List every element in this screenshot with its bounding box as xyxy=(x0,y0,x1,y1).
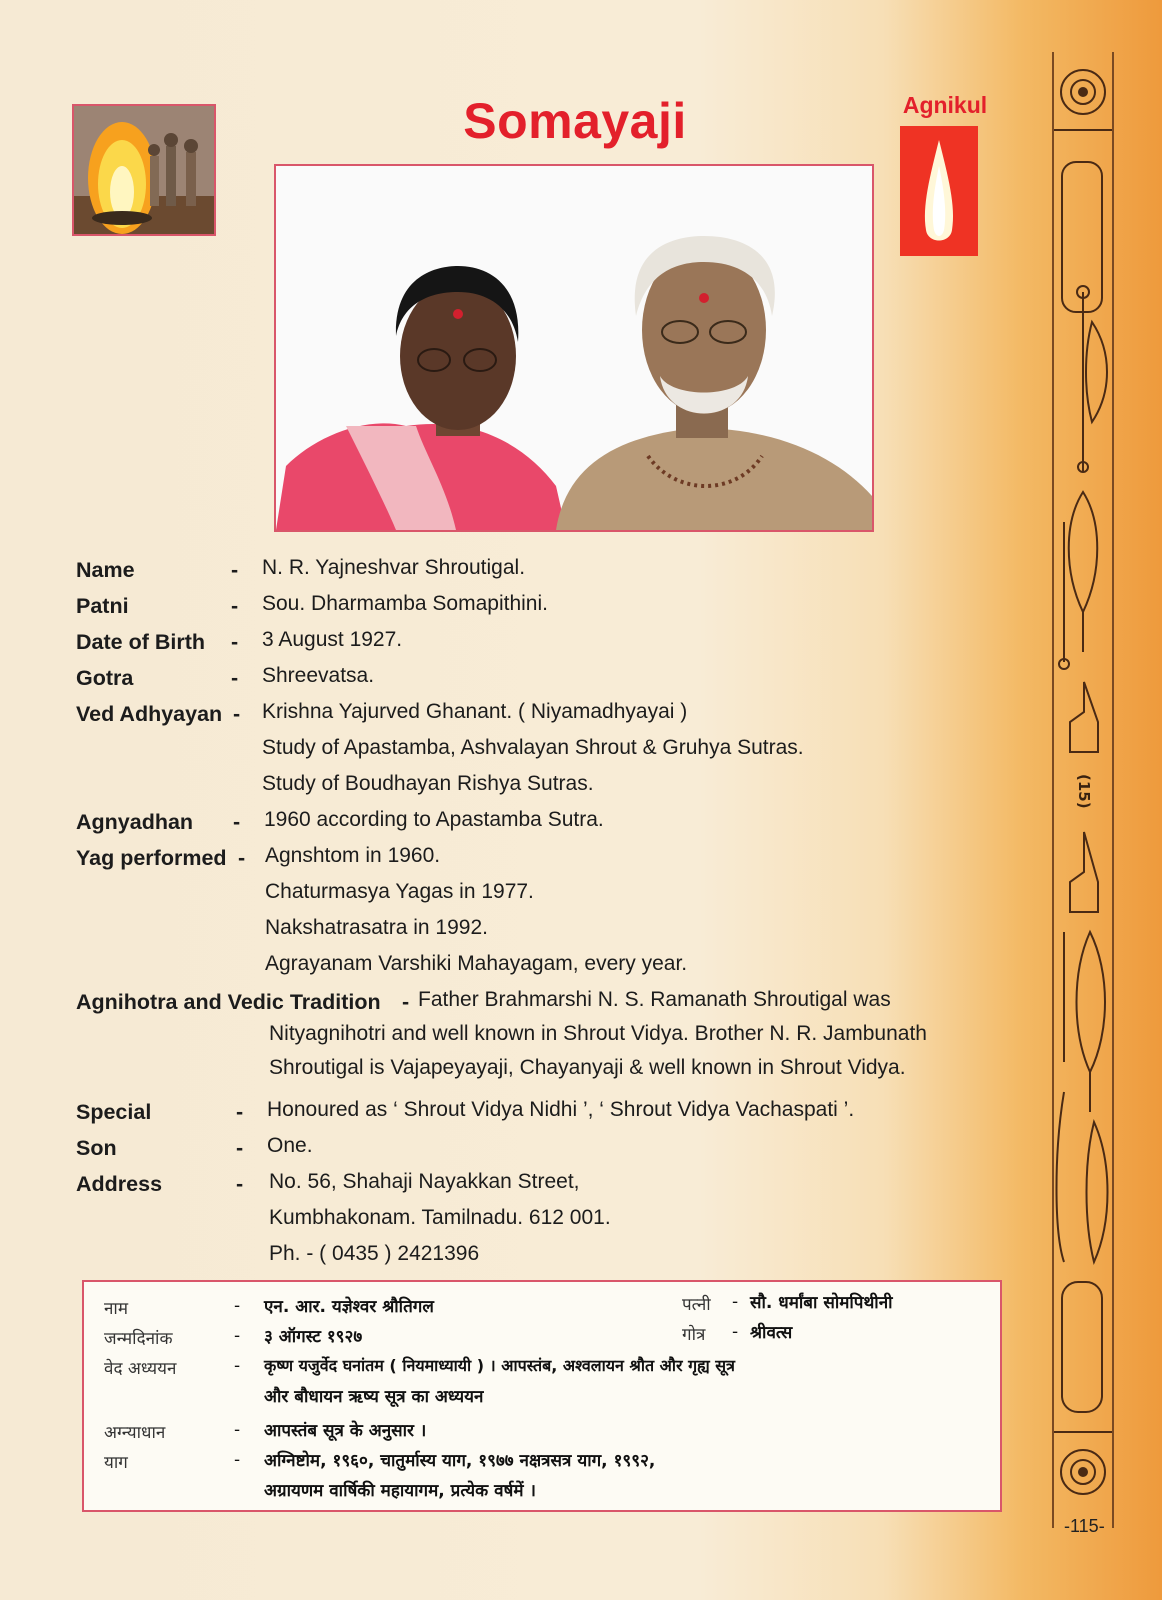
hindi-yag-label: याग xyxy=(104,1453,128,1473)
dob-label: Date of Birth xyxy=(76,630,205,654)
agnihotra-dash: - xyxy=(402,990,410,1014)
agnihotra-line: Nityagnihotri and well known in Shrout Vidya. Brother N. R. Jambunath xyxy=(269,1022,927,1045)
agnyadhan-dash: - xyxy=(233,810,241,834)
agnikul-label: Agnikul xyxy=(902,92,988,118)
details-section xyxy=(76,556,1036,1278)
hindi-gotra-value: श्रीवत्स xyxy=(750,1323,793,1343)
yag-performed-dash: - xyxy=(238,846,246,870)
address-line: Ph. - ( 0435 ) 2421396 xyxy=(269,1242,480,1265)
address-label: Address xyxy=(76,1172,163,1196)
hindi-gotra-label: गोत्र xyxy=(682,1325,706,1345)
page-title: Somayaji xyxy=(463,93,687,149)
field-address xyxy=(76,1170,1036,1278)
dob-dash: - xyxy=(231,630,239,654)
name-label: Name xyxy=(76,558,135,582)
ved-adhyayan-line: Krishna Yajurved Ghanant. ( Niyamadhyayai ) xyxy=(262,700,688,723)
ved-adhyayan-line: Study of Apastamba, Ashvalayan Shrout & Gruhya Sutras. xyxy=(262,736,804,759)
hindi-gotra-dash: - xyxy=(732,1322,739,1342)
hindi-agnyadhan-dash: - xyxy=(234,1420,241,1440)
son-value: One. xyxy=(267,1134,313,1157)
field-ved-adhyayan xyxy=(76,700,1036,808)
field-yag-performed xyxy=(76,844,1036,988)
ved-adhyayan-dash: - xyxy=(233,702,241,726)
special-dash: - xyxy=(236,1100,244,1124)
hindi-patni-label: पत्नी xyxy=(682,1295,711,1315)
hindi-naam-dash: - xyxy=(234,1296,241,1316)
patni-dash: - xyxy=(231,594,239,618)
agnihotra-label: Agnihotra and Vedic Tradition xyxy=(76,990,381,1014)
field-dob xyxy=(76,628,1036,664)
hindi-ved-adhyayan-line: और बौधायन ऋष्य सूत्र का अध्ययन xyxy=(264,1387,484,1407)
field-special xyxy=(76,1098,1036,1134)
gotra-label: Gotra xyxy=(76,666,134,690)
ved-adhyayan-line: Study of Boudhayan Rishya Sutras. xyxy=(262,772,594,795)
agnihotra-line: Father Brahmarshi N. S. Ramanath Shroutigal was xyxy=(418,988,891,1011)
hindi-naam-label: नाम xyxy=(104,1299,129,1319)
field-patni xyxy=(76,592,1036,628)
special-label: Special xyxy=(76,1100,152,1124)
hindi-yag-line: अग्निष्टोम, १९६०, चातुर्मास्य याग, १९७७ नक्षत्रसत्र याग, १९९२, xyxy=(264,1451,656,1471)
yag-performed-line: Nakshatrasatra in 1992. xyxy=(265,916,488,939)
page-number: -115- xyxy=(1064,1516,1105,1536)
yag-performed-line: Chaturmasya Yagas in 1977. xyxy=(265,880,534,903)
special-value: Honoured as ‘ Shrout Vidya Nidhi ’, ‘ Shrout Vidya Vachaspati ’. xyxy=(267,1098,855,1121)
yag-performed-label: Yag performed xyxy=(76,846,227,870)
hindi-agnyadhan-label: अग्न्याधान xyxy=(104,1423,166,1443)
hindi-janmadinank-value: ३ ऑगस्ट १९२७ xyxy=(264,1327,363,1347)
havan-fire-image xyxy=(72,104,216,236)
address-dash: - xyxy=(236,1172,244,1196)
yag-performed-line: Agnshtom in 1960. xyxy=(265,844,441,867)
decorative-border-strip xyxy=(1052,52,1114,1528)
portrait-photo xyxy=(274,164,874,532)
gotra-dash: - xyxy=(231,666,239,690)
dob-value: 3 August 1927. xyxy=(262,628,403,651)
border-strip-label: (15) xyxy=(1075,774,1093,809)
hindi-patni-dash: - xyxy=(732,1292,739,1312)
agnihotra-line: Shroutigal is Vajapeyayaji, Chayanyaji & well known in Shrout Vidya. xyxy=(269,1056,906,1079)
name-dash: - xyxy=(231,558,239,582)
address-line: Kumbhakonam. Tamilnadu. 612 001. xyxy=(269,1206,611,1229)
agnyadhan-label: Agnyadhan xyxy=(76,810,194,834)
hindi-yag-dash: - xyxy=(234,1450,241,1470)
ved-adhyayan-label: Ved Adhyayan xyxy=(76,702,223,726)
patni-value: Sou. Dharmamba Somapithini. xyxy=(262,592,548,615)
agnyadhan-value: 1960 according to Apastamba Sutra. xyxy=(264,808,604,831)
flame-icon xyxy=(900,126,978,256)
field-name xyxy=(76,556,1036,592)
hindi-yag-line: अग्रायणम वार्षिकी महायागम, प्रत्येक वर्षमें । xyxy=(264,1481,536,1501)
hindi-patni-value: सौ. धर्मांबा सोमपिथीनी xyxy=(750,1293,893,1313)
patni-label: Patni xyxy=(76,594,129,618)
hindi-summary-box xyxy=(82,1280,1002,1512)
hindi-ved-adhyayan-label: वेद अध्ययन xyxy=(104,1359,177,1379)
hindi-naam-value: एन. आर. यज्ञेश्वर श्रौतिगल xyxy=(264,1297,434,1317)
son-label: Son xyxy=(76,1136,117,1160)
hindi-ved-adhyayan-line: कृष्ण यजुर्वेद घनांतम ( नियमाध्यायी ) । आपस्तंब, अश्वलायन श्रौत और गृह्य सूत्र xyxy=(264,1356,735,1375)
name-value: N. R. Yajneshvar Shroutigal. xyxy=(262,556,526,579)
hindi-janmadinank-label: जन्मदिनांक xyxy=(104,1329,173,1349)
son-dash: - xyxy=(236,1136,244,1160)
field-agnihotra-tradition xyxy=(76,988,1036,1098)
address-line: No. 56, Shahaji Nayakkan Street, xyxy=(269,1170,580,1193)
yag-performed-line: Agrayanam Varshiki Mahayagam, every year. xyxy=(265,952,688,975)
hindi-agnyadhan-value: आपस्तंब सूत्र के अनुसार । xyxy=(264,1421,427,1441)
hindi-ved-adhyayan-dash: - xyxy=(234,1356,241,1376)
hindi-janmadinank-dash: - xyxy=(234,1326,241,1346)
gotra-value: Shreevatsa. xyxy=(262,664,375,687)
